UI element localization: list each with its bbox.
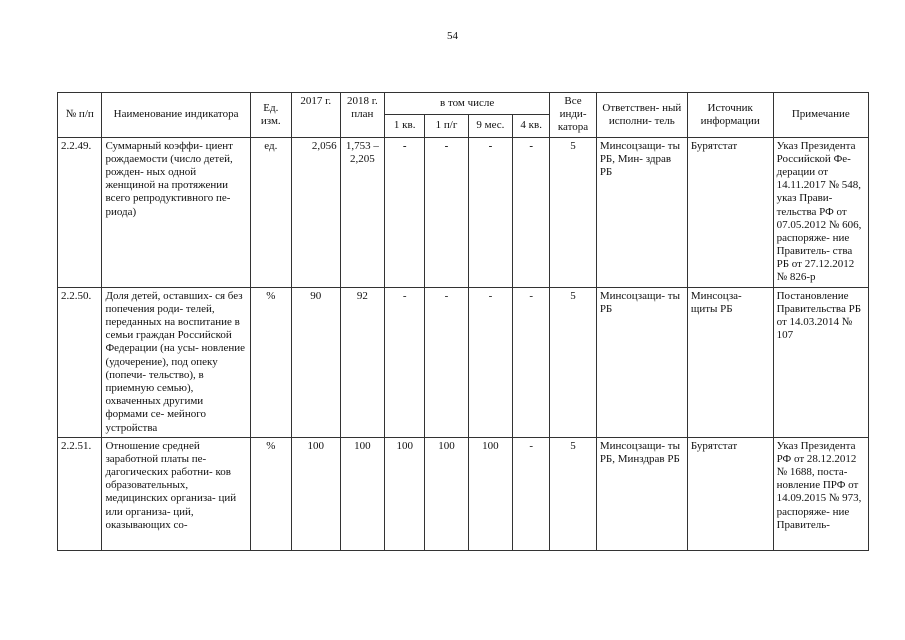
- row-q4: -: [513, 437, 550, 550]
- row-name: Доля детей, оставших- ся без попечения роди- телей, переданных на воспитание в семьи граждан Российской Федерации (на усы- новление (удочерение), под опеку (попечи- тельство), в приемную семью), охваченных другими формами се- мейного устройства: [102, 287, 250, 437]
- header-2018: 2018 г. план: [340, 93, 384, 138]
- indicators-table: [57, 92, 869, 551]
- header-9m: 9 мес.: [468, 115, 512, 137]
- row-2018: 100: [340, 437, 384, 550]
- header-note: Примечание: [773, 93, 868, 138]
- row-num: 2.2.50.: [58, 287, 102, 437]
- row-num: 2.2.51.: [58, 437, 102, 550]
- row-note: Указ Президента Российской Фе- дерации от 14.11.2017 № 548, указ Прави- тельства РФ от 07.05.2012 № 606, распоряже- ние Правитель- ства РБ от 27.12.2012 № 826-р: [773, 137, 868, 287]
- row-responsible: Минсоцзащи- ты РБ, Мин- здрав РБ: [596, 137, 687, 287]
- header-responsible: Ответствен- ный исполни- тель: [596, 93, 687, 138]
- header-total: Все инди- катора: [550, 93, 597, 138]
- header-q4: 4 кв.: [513, 115, 550, 137]
- row-source: Минсоцза- щиты РБ: [687, 287, 773, 437]
- row-q1: -: [385, 287, 425, 437]
- row-h1: -: [425, 287, 468, 437]
- header-q1: 1 кв.: [385, 115, 425, 137]
- page-number: 54: [447, 30, 458, 42]
- row-total: 5: [550, 437, 597, 550]
- row-2017: 100: [291, 437, 340, 550]
- row-q1: -: [385, 137, 425, 287]
- header-source: Источник информации: [687, 93, 773, 138]
- row-total: 5: [550, 137, 597, 287]
- row-name: Суммарный коэффи- циент рождаемости (число детей, рожден- ных одной женщиной на протяжении всего репродуктивного пе- риода): [102, 137, 250, 287]
- row-unit: %: [250, 287, 291, 437]
- row-9m: -: [468, 287, 512, 437]
- table-row: [58, 287, 869, 437]
- row-9m: 100: [468, 437, 512, 550]
- header-num: № п/п: [58, 93, 102, 138]
- row-q1: 100: [385, 437, 425, 550]
- row-h1: -: [425, 137, 468, 287]
- row-q4: -: [513, 287, 550, 437]
- row-name: Отношение средней заработной платы пе- дагогических работни- ков образовательных, медицинских организа- ций или организа- ций, оказывающих со-: [102, 437, 250, 550]
- row-2017: 2,056: [291, 137, 340, 287]
- header-including: в том числе: [385, 93, 550, 115]
- header-h1: 1 п/г: [425, 115, 468, 137]
- header-unit: Ед. изм.: [250, 93, 291, 138]
- row-2017: 90: [291, 287, 340, 437]
- row-responsible: Минсоцзащи- ты РБ, Минздрав РБ: [596, 437, 687, 550]
- row-source: Бурятстат: [687, 437, 773, 550]
- table-row: [58, 437, 869, 550]
- row-total: 5: [550, 287, 597, 437]
- row-2018: 92: [340, 287, 384, 437]
- row-9m: -: [468, 137, 512, 287]
- row-num: 2.2.49.: [58, 137, 102, 287]
- header-2017: 2017 г.: [291, 93, 340, 138]
- row-note: Указ Президента РФ от 28.12.2012 № 1688, поста- новление ПРФ от 14.09.2015 № 973, распоряже- ние Правитель-: [773, 437, 868, 550]
- table-row: [58, 137, 869, 287]
- header-name: Наименование индикатора: [102, 93, 250, 138]
- row-2018: 1,753 – 2,205: [340, 137, 384, 287]
- row-h1: 100: [425, 437, 468, 550]
- row-unit: %: [250, 437, 291, 550]
- row-note: Постановление Правительства РБ от 14.03.2014 № 107: [773, 287, 868, 437]
- row-responsible: Минсоцзащи- ты РБ: [596, 287, 687, 437]
- row-q4: -: [513, 137, 550, 287]
- row-unit: ед.: [250, 137, 291, 287]
- row-source: Бурятстат: [687, 137, 773, 287]
- header-row-top: [58, 93, 869, 115]
